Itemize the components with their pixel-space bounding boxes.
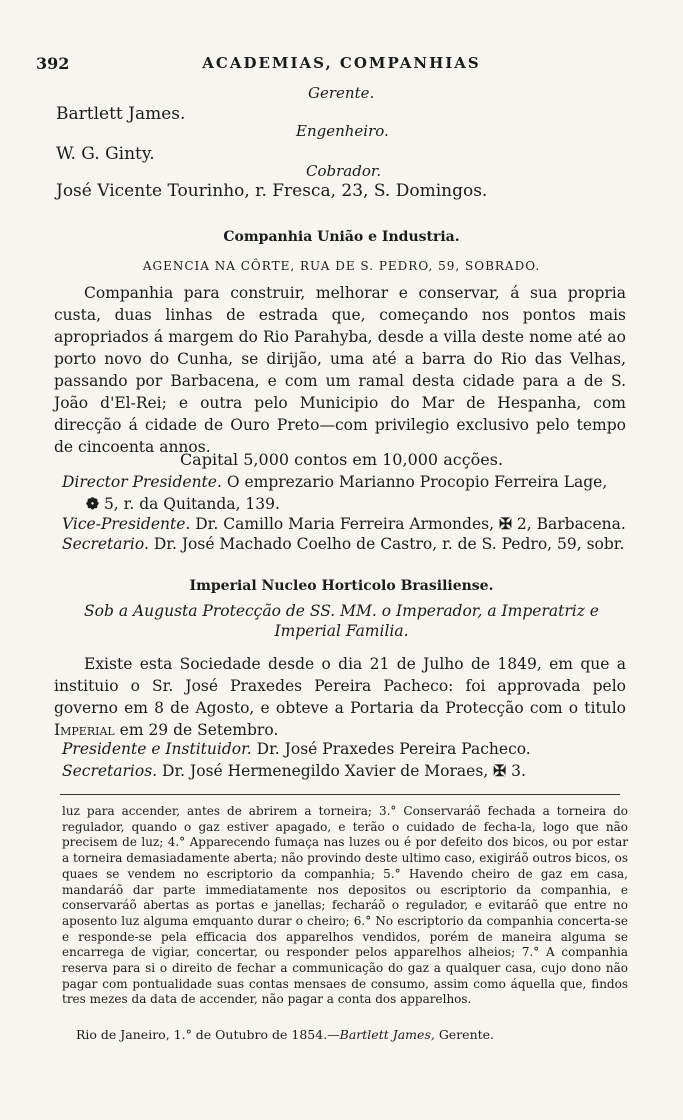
secretarios-label: Secretarios. — [62, 762, 158, 780]
secretarios-text-2: 3. — [511, 762, 526, 780]
uniao-paragraph — [54, 282, 626, 458]
footnote-signature — [76, 1027, 494, 1042]
nucleo-paragraph-b: em 29 de Setembro. — [119, 721, 279, 739]
page-number: 392 — [36, 54, 70, 73]
presidente-label: Presidente e Instituidor. — [62, 740, 252, 758]
secretario-line — [62, 535, 624, 553]
nucleo-subtitle-1: Sob a Augusta Protecção de SS. MM. o Imperador, a Imperatriz e — [84, 602, 599, 620]
uniao-capital: Capital 5,000 contos em 10,000 acções. — [179, 450, 504, 469]
role-gerente: Gerente. — [308, 84, 375, 102]
signature-name: Bartlett James, — [339, 1027, 435, 1042]
nucleo-title: Imperial Nucleo Horticolo Brasiliense. — [189, 578, 494, 594]
secretarios-text: Dr. José Hermenegildo Xavier de Moraes, — [162, 762, 489, 780]
footnote-text: luz para accender, antes de abrirem a torneira; 3.° Conservaráõ fechada a torneira do regulador, quando o gaz estiver apagado, e terão o cuidado de fecha-la, logo que não precisem de luz; 4.° Apparecendo fumaça nas luzes ou é por defeito dos bicos, ou por estar a torneira demasiadamente aberta; não provindo deste ultimo caso, exigiráõ outros bicos, os quaes se vendem no escriptorio da companhia; 5.° Havendo cheiro de gaz em casa, mandaráõ dar parte immediatamente nos depositos ou escriptorio da companhia, e conservaráõ abertas as portas e janellas; fecharáõ o regulador, e evitaráõ que entre no aposento luz alguma emquanto durar o cheiro; 6.° No escriptorio da companhia concerta-se e responde-se pela efficacia dos apparelhos vendidos, porém de maneira alguma se encarrega de vigiar, concertar, ou responder pelos apparelhos alheios; 7.° A companhia reserva para si o direito de fechar a communicação do gaz a qualquer casa, cujo dono não pagar com pontualidade suas contas mensaes de consumo, assim como áquella que, findos tres mezes da data de accender, não pagar a conta dos apparelhos. — [62, 804, 628, 1007]
vice-text-2: 2, Barbacena. — [516, 515, 626, 533]
nucleo-paragraph — [54, 653, 626, 741]
signature-role: Gerente. — [438, 1027, 495, 1042]
order-rose-icon: ❁ — [86, 494, 99, 513]
presidente-line — [62, 740, 531, 758]
uniao-title: Companhia União e Industria. — [223, 229, 460, 245]
uniao-agency: AGENCIA NA CÔRTE, RUA DE S. PEDRO, 59, SOBRADO. — [142, 259, 541, 273]
role-cobrador: Cobrador. — [306, 162, 382, 180]
vice-line — [62, 514, 626, 533]
uniao-paragraph-text: Companhia para construir, melhorar e conservar, á sua propria custa, duas linhas de estrada que, começando nos pontos mais apropriados á margem do Rio Parahyba, desde a villa deste nome até ao porto novo do Cunha, se dirijão, uma até a barra do Rio das Velhas, passando por Barbacena, e com um ramal desta cidade para a de S. João d'El-Rei; e outra pelo Municipio do Mar de Hespanha, com direcção á cidade de Ouro Preto—com privilegio exclusivo pelo tempo de cincoenta annos. — [54, 284, 626, 456]
nucleo-paragraph-imperial: Imperial — [54, 721, 115, 739]
presidente-text: Dr. José Praxedes Pereira Pacheco. — [256, 740, 531, 758]
director-text: O emprezario Marianno Procopio Ferreira Lage, — [226, 473, 608, 491]
vice-text: Dr. Camillo Maria Ferreira Armondes, — [195, 515, 495, 533]
order-cross-icon: ✠ — [498, 514, 512, 533]
director-line — [62, 473, 607, 491]
nucleo-subtitle-2: Imperial Familia. — [274, 622, 409, 640]
director-label: Director Presidente. — [62, 473, 222, 491]
secretarios-line — [62, 761, 526, 780]
name-cobrador: José Vicente Tourinho, r. Fresca, 23, S. Domingos. — [56, 181, 488, 201]
director-line-2 — [86, 494, 280, 513]
name-engenheiro: W. G. Ginty. — [56, 144, 155, 164]
footnote-divider — [60, 794, 620, 795]
role-engenheiro: Engenheiro. — [296, 122, 389, 140]
nucleo-paragraph-a: Existe esta Sociedade desde o dia 21 de Julho de 1849, em que a instituio o Sr. José Praxedes Pereira Pacheco: foi approvada pelo governo em 8 de Agosto, e obteve a Portaria da Protecção com o titulo — [54, 655, 626, 717]
secretario-text: Dr. José Machado Coelho de Castro, r. de S. Pedro, 59, sobr. — [153, 535, 625, 553]
running-header: ACADEMIAS, COMPANHIAS — [202, 54, 481, 72]
secretario-label: Secretario. — [62, 535, 149, 553]
vice-label: Vice-Presidente. — [62, 515, 191, 533]
signature-place: Rio de Janeiro, 1.° de Outubro de 1854.— — [76, 1027, 340, 1042]
order-cross-icon-2: ✠ — [493, 761, 507, 780]
name-gerente: Bartlett James. — [56, 104, 186, 124]
director-text-2: 5, r. da Quitanda, 139. — [103, 495, 280, 513]
